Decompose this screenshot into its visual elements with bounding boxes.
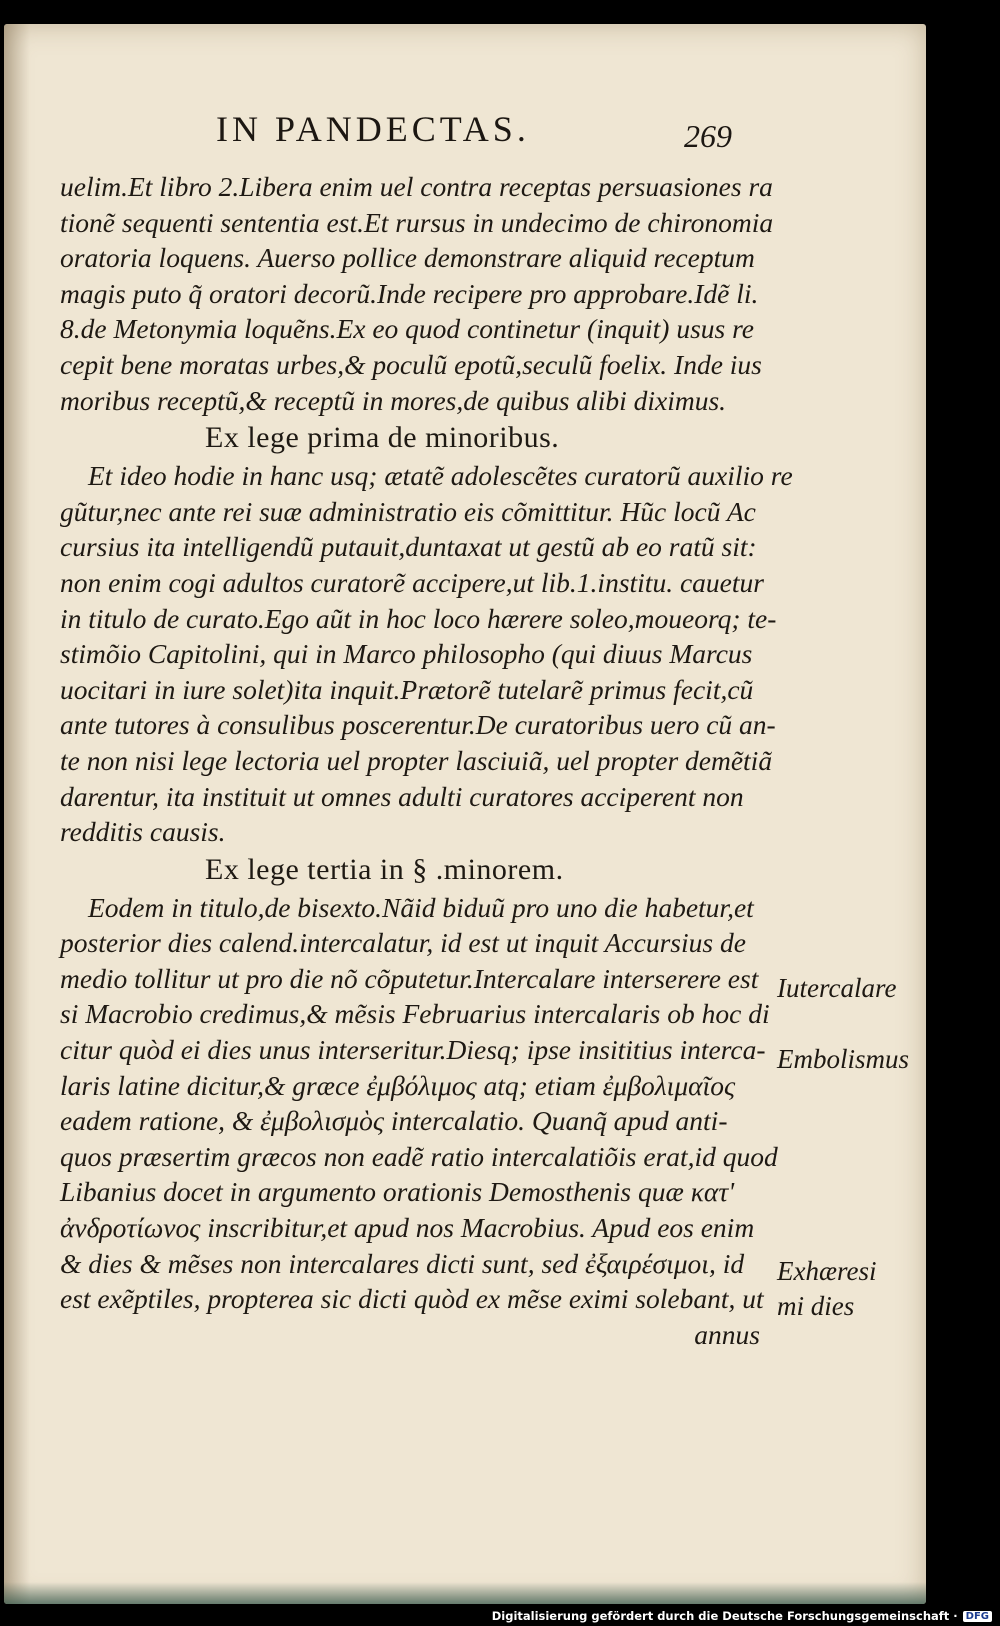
- text-line: Eodem in titulo,de bisexto.Nãid biduũ pro uno die habetur,et: [88, 891, 754, 923]
- dfg-logo: DFG: [963, 1611, 992, 1622]
- section-heading: Ex lege tertia in § .minorem.: [205, 852, 564, 886]
- text-line: tionẽ sequenti sententia est.Et rursus in undecimo de chironomia: [60, 206, 774, 238]
- book-page: [4, 24, 926, 1604]
- text-line: redditis causis.: [60, 816, 226, 848]
- text-line: uocitari in iure solet)ita inquit.Prætorẽ tutelarẽ primus fecit,cũ: [60, 673, 754, 705]
- text-line: in titulo de curato.Ego aũt in hoc loco hærere soleo,moueorq; te-: [60, 602, 777, 634]
- text-line: non enim cogi adultos curatorẽ accipere,ut lib.1.institu. cauetur: [60, 566, 764, 598]
- text-line: & dies & mẽses non intercalares dicti sunt, sed ἐξαιρέσιμοι, id: [60, 1247, 745, 1279]
- text-line: 8.de Metonymia loquẽns.Ex eo quod continetur (inquit) usus re: [60, 313, 754, 345]
- page-header: [4, 108, 926, 168]
- text-line: ante tutores à consulibus poscerentur.De curatoribus uero cũ an-: [60, 709, 776, 741]
- text-line: cepit bene moratas urbes,& poculũ epotũ,seculũ foelix. Inde ius: [60, 348, 762, 380]
- text-line: Et ideo hodie in hanc usq; ætatẽ adolescẽtes curatorũ auxilio re: [88, 460, 793, 492]
- margin-note: Exhæresi: [777, 1256, 877, 1286]
- text-line: quos præsertim græcos non eadẽ ratio intercalatiõis erat,id quod: [60, 1140, 778, 1172]
- text-line: Libanius docet in argumento orationis Demosthenis quæ κατ': [60, 1176, 735, 1208]
- page-number: 269: [684, 118, 732, 154]
- text-line: moribus receptũ,& receptũ in mores,de quibus alibi diximus.: [60, 384, 727, 416]
- margin-note: Iutercalare: [777, 973, 897, 1003]
- text-line: ἀνδροτίωνος inscribitur,et apud nos Macrobius. Apud eos enim: [60, 1212, 755, 1244]
- text-line: te non nisi lege lectoria uel propter lasciuiã, uel propter demẽtiã: [60, 744, 773, 776]
- text-line: est exẽptiles, propterea sic dicti quòd ex mẽse eximi solebant, ut: [60, 1283, 764, 1315]
- text-line: stimõio Capitolini, qui in Marco philosopho (qui diuus Marcus: [60, 638, 753, 670]
- text-line: posterior dies calend.intercalatur, id est ut inquit Accursius de: [60, 927, 746, 959]
- text-line: magis puto q̃ oratori decorũ.Inde recipere pro approbare.Idẽ li.: [60, 277, 759, 309]
- text-line: eadem ratione, & ἐμβολισμὸς intercalatio. Quanq̃ apud anti-: [60, 1105, 728, 1137]
- text-line: cursius ita intelligendũ putauit,duntaxat ut gestũ ab eo ratũ sit:: [60, 531, 757, 563]
- footer-credit: Digitalisierung gefördert durch die Deutsche Forschungsgemeinschaft ·: [491, 1609, 958, 1623]
- margin-note: Embolismus: [777, 1044, 910, 1074]
- text-line: si Macrobio credimus,& mẽsis Februarius intercalaris ob hoc di: [60, 998, 770, 1030]
- text-line: citur quòd ei dies unus interseritur.Diesq; ipse insititius interca-: [60, 1034, 766, 1066]
- page-edge: [4, 1582, 926, 1604]
- main-text-block: [60, 169, 793, 1352]
- text-line: uelim.Et libro 2.Libera enim uel contra receptas persuasiones ra: [60, 171, 773, 202]
- text-line: darentur, ita instituit ut omnes adulti curatores acciperent non: [60, 780, 744, 812]
- section-heading: Ex lege prima de minoribus.: [205, 421, 560, 455]
- text-line: laris latine dicitur,& græce ἐμβόλιμος atq; etiam ἐμβολιμαῖος: [60, 1069, 736, 1101]
- margin-note: mi dies: [777, 1291, 855, 1321]
- text-line: oratoria loquens. Auerso pollice demonstrare aliquid receptum: [60, 242, 755, 274]
- text-line: gũtur,nec ante rei suæ administratio eis cõmittitur. Hũc locũ Ac: [60, 495, 756, 527]
- text-line: medio tollitur ut pro die nõ cõputetur.Intercalare interserere est: [60, 962, 759, 994]
- digitization-footer: [492, 1609, 992, 1623]
- text-line: annus: [694, 1318, 760, 1350]
- running-title: IN PANDECTAS.: [216, 109, 530, 149]
